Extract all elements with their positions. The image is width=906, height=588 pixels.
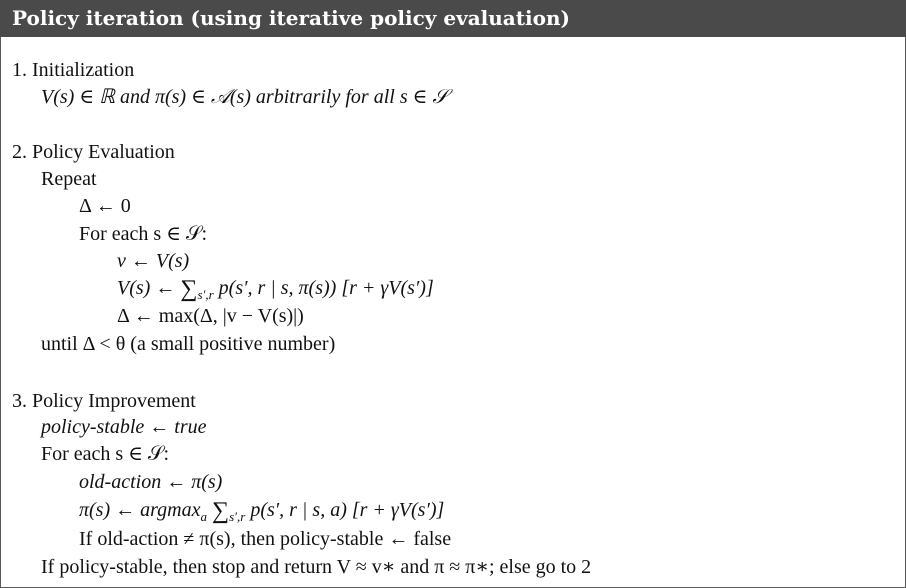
v-assign: v ← V(s) xyxy=(117,250,190,272)
old-action-assign: old-action ← π(s) xyxy=(79,471,223,493)
sum-subscript: s′,r xyxy=(229,509,246,524)
delta-update: Δ ← max(Δ, |v − V(s)|) xyxy=(117,305,304,327)
step-3-header: 3. Policy Improvement xyxy=(12,390,196,412)
sum-subscript: s′,r xyxy=(197,287,214,302)
init-statement: V(s) ∈ ℝ and π(s) ∈ 𝒜(s) arbitrarily for all s ∈ 𝒮 xyxy=(41,86,448,108)
delta-init: Δ ← 0 xyxy=(79,195,131,217)
algorithm-title: Policy iteration (using iterative policy evaluation) xyxy=(0,0,906,37)
policy-update-lhs: π(s) ← argmax xyxy=(79,499,201,521)
value-update-lhs: V(s) ← xyxy=(117,277,181,299)
step-1-header: 1. Initialization xyxy=(12,59,135,81)
value-update-rhs: p(s′, r | s, π(s)) [r + γV(s′)] xyxy=(213,277,434,299)
repeat-keyword: Repeat xyxy=(41,168,97,190)
value-update xyxy=(117,275,434,302)
policy-update xyxy=(79,497,444,524)
impr-for-each: For each s ∈ 𝒮: xyxy=(41,443,170,465)
argmax-subscript: a xyxy=(200,509,207,524)
sum-symbol: ∑ xyxy=(211,498,230,524)
until-condition: until Δ < θ (a small positive number) xyxy=(41,333,336,355)
if-policy-changed: If old-action ≠ π(s), then policy-stable ← false xyxy=(79,528,452,550)
eval-for-each: For each s ∈ 𝒮: xyxy=(79,223,208,245)
sum-symbol: ∑ xyxy=(180,276,198,302)
step-2-header: 2. Policy Evaluation xyxy=(12,141,175,163)
policy-update-rhs: p(s′, r | s, a) [r + γV(s′)] xyxy=(245,499,445,521)
policy-stable-init: policy-stable ← true xyxy=(41,416,207,438)
termination-line: If policy-stable, then stop and return V ≈ v∗ and π ≈ π∗; else go to 2 xyxy=(41,556,592,578)
algorithm-body xyxy=(0,37,906,588)
